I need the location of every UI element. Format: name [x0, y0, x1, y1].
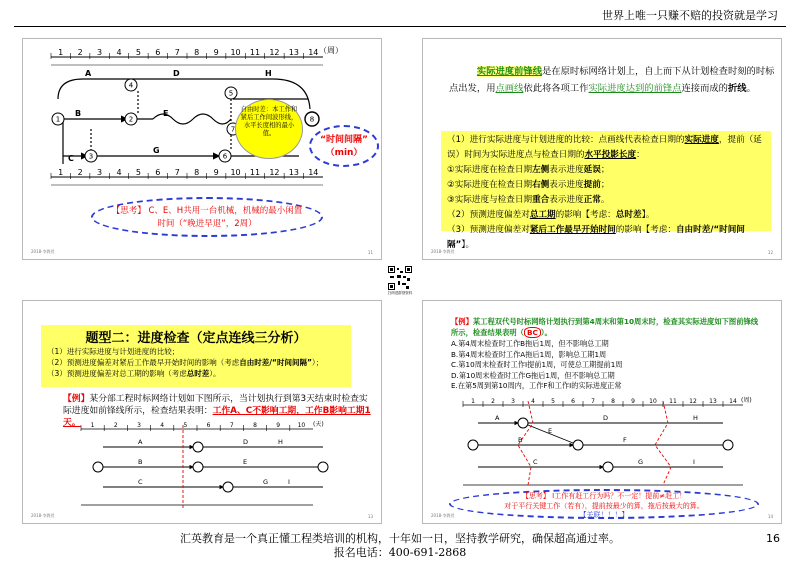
- slide2-page-number: 12: [767, 250, 773, 255]
- slide3-network-diagram: [23, 417, 381, 517]
- svg-text:5: 5: [228, 89, 234, 98]
- svg-text:8: 8: [309, 115, 315, 124]
- svg-text:B: B: [518, 436, 523, 444]
- svg-text:G: G: [153, 146, 160, 155]
- axis-tick-label: 3: [97, 168, 103, 177]
- slide3-item-2: （2）预测进度偏差对紧后工作最早开始时间的影响（考虑自由时差/“时间间隔”）；: [47, 358, 324, 367]
- slide2-yellow-box: [441, 131, 771, 250]
- svg-text:7: 7: [230, 125, 236, 134]
- slide3-title-box: [41, 325, 351, 387]
- slide3-example: 【例】某分部工程时标网络计划如下图所示，当计划执行到第3天结束时检查实际进度如前锋线所示，检查结果表明：工作A、C不影响工期，工作B影响工期1天。: [63, 394, 371, 428]
- min-label: （min）: [325, 148, 363, 158]
- axis-tick-label: 9: [276, 422, 281, 429]
- slide2-intro: 实际进度前锋线是在原时标网络计划上，自上而下从计划检查时刻的时标点出发，用点画线依此将各项工作实际进度达到的前锋点连接而成的折线。: [449, 66, 775, 94]
- axis-tick-label: 8: [194, 168, 200, 177]
- svg-text:C: C: [68, 154, 74, 163]
- axis-tick-label: 10: [649, 398, 657, 405]
- axis-tick-label: 4: [116, 168, 122, 177]
- slide1-axis-unit: （周）: [319, 46, 343, 55]
- svg-text:G: G: [263, 478, 269, 486]
- qr-code: [388, 266, 412, 290]
- slide2-footer-author: 2018·李教授: [431, 249, 455, 254]
- footer-phone: 报名电话：400-691-2868: [333, 546, 467, 559]
- axis-tick-label: 4: [116, 48, 122, 57]
- slide1-bottom-axis: [51, 168, 323, 185]
- svg-text:D: D: [173, 69, 180, 78]
- option-c: C.第10周末检查时工作I提前1周，可使总工期提前1周: [451, 360, 623, 369]
- svg-text:E: E: [548, 427, 553, 435]
- slide4-axis-unit: (周): [741, 397, 752, 404]
- axis-tick-label: 11: [249, 48, 261, 57]
- axis-tick-label: 3: [511, 398, 515, 405]
- svg-text:A: A: [85, 69, 92, 78]
- slide3-item-3: （3）预测进度偏差对总工期的影响（考虑总时差）。: [47, 369, 221, 378]
- slide-4: [422, 300, 782, 524]
- axis-tick-label: 6: [206, 422, 211, 429]
- kw-frontpoint: 实际进度达到的前锋点: [588, 83, 682, 94]
- svg-text:3: 3: [88, 152, 94, 161]
- slide1-page-number: 11: [367, 250, 373, 255]
- slide3-footer-author: 2018·李教授: [31, 513, 55, 518]
- axis-tick-label: 13: [288, 168, 299, 177]
- option-b: B.第4周末检查时工作A拖后1周，影响总工期1周: [451, 349, 607, 359]
- axis-tick-label: 13: [709, 398, 717, 405]
- axis-tick-label: 1: [471, 398, 475, 405]
- axis-tick-label: 1: [58, 168, 64, 177]
- point-1: （1）进行实际进度与计划进度的比较：点画线代表检查日期的实际进度，提前（延误）时间为实际进度点与检查日期的水平投影长度：: [447, 135, 762, 160]
- time-interval-label: “时间间隔”: [320, 135, 368, 145]
- axis-tick-label: 5: [183, 422, 188, 429]
- axis-tick-label: 10: [230, 48, 241, 57]
- case-3: ③实际进度与检查日期重合表示进度正常。: [447, 195, 610, 205]
- qr-caption: 扫码进群领资料: [387, 291, 413, 295]
- axis-tick-label: 9: [213, 48, 219, 57]
- axis-tick-label: 3: [137, 422, 141, 429]
- svg-text:4: 4: [128, 81, 134, 90]
- axis-tick-label: 13: [288, 48, 299, 57]
- svg-text:G: G: [638, 458, 644, 466]
- slide4-think-bubble: 【思考】 I工作有赶工行为吗？不一定！提前≠赶工！ 对于平行关键工作（若有），提前按最少的算，拖后按最大的算。 【关联！！！】: [449, 489, 759, 519]
- svg-text:E: E: [243, 458, 248, 466]
- option-e: E.在第5周到第10周内，工作F和工作I的实际进度正常: [451, 381, 622, 390]
- svg-text:1: 1: [55, 115, 61, 124]
- axis-tick-label: 3: [97, 48, 103, 57]
- axis-tick-label: 6: [571, 398, 575, 405]
- svg-text:H: H: [278, 438, 283, 446]
- page-number: 16: [766, 532, 780, 545]
- axis-tick-label: 12: [689, 398, 697, 405]
- axis-tick-label: 8: [194, 48, 200, 57]
- slide3-title: 题型二：进度检查（定点连线三分析）: [85, 331, 307, 346]
- slide3-item-1: （1）进行实际进度与计划进度的比较；: [47, 347, 180, 356]
- slide1-think-bubble: 【思考】 C、E、H共用一台机械，机械的最小闲置时间（“晚进早退”，2周）: [91, 197, 323, 237]
- footer-line-1: 汇英教育是一个真正懂工程类培训的机构，十年如一日，坚持教学研究，确保超高通过率。: [180, 532, 620, 545]
- svg-text:H: H: [265, 69, 272, 78]
- axis-tick-label: 10: [230, 168, 241, 177]
- axis-tick-label: 12: [269, 168, 280, 177]
- axis-tick-label: 9: [631, 398, 635, 405]
- axis-tick-label: 6: [155, 168, 161, 177]
- slide-2: [422, 38, 782, 260]
- point-2: （2）预测进度偏差对总工期的影响【考虑：总时差】。: [447, 210, 655, 220]
- svg-text:A: A: [138, 438, 143, 446]
- axis-tick-label: 14: [729, 398, 737, 405]
- svg-text:C: C: [533, 458, 538, 466]
- axis-tick-label: 14: [308, 168, 319, 177]
- svg-text:6: 6: [222, 152, 228, 161]
- slide3-page-number: 13: [367, 514, 373, 519]
- svg-text:H: H: [693, 414, 698, 422]
- axis-tick-label: 11: [249, 168, 261, 177]
- option-a: A.第4周末检查时工作B拖后1周，但不影响总工期: [451, 339, 609, 348]
- axis-tick-label: 2: [491, 398, 495, 405]
- kw-frontline: 实际进度前锋线: [476, 66, 542, 77]
- axis-tick-label: 5: [551, 398, 555, 405]
- svg-text:B: B: [75, 109, 82, 118]
- free-float-callout: 自由时差：本工作和紧后工作间波形线，水平长度相的最小值。: [235, 99, 303, 159]
- slide-3: [22, 300, 382, 524]
- slide4-options: [451, 339, 761, 392]
- svg-text:F: F: [623, 436, 627, 444]
- axis-tick-label: 4: [160, 422, 165, 429]
- kw-dotline: 点画线: [495, 83, 524, 94]
- axis-tick-label: 9: [213, 168, 219, 177]
- slide4-example: 【例】某工程双代号时标网络计划执行到第4周末和第10周末时，检查其实际进度如下图前锋线所示，检查结果表明（ BC ）。: [451, 317, 759, 337]
- svg-text:I: I: [288, 478, 290, 486]
- axis-tick-label: 7: [174, 168, 180, 177]
- slide4-answer: BC: [524, 327, 541, 338]
- svg-text:B: B: [138, 458, 143, 466]
- axis-tick-label: 6: [155, 48, 161, 57]
- axis-tick-label: 8: [253, 422, 257, 429]
- svg-text:C: C: [138, 478, 143, 486]
- axis-tick-label: 2: [77, 168, 83, 177]
- slide-1: [22, 38, 382, 260]
- axis-tick-label: 4: [531, 398, 535, 405]
- axis-tick-label: 10: [297, 422, 306, 429]
- axis-tick-label: 14: [308, 48, 319, 57]
- point-3: （3）预测进度偏差对紧后工作最早开始时间的影响【考虑：自由时差/“时间间隔”】。: [447, 225, 745, 250]
- header-rule: [14, 26, 786, 27]
- axis-tick-label: 2: [113, 422, 118, 429]
- axis-tick-label: 1: [90, 422, 95, 429]
- svg-text:2: 2: [128, 115, 134, 124]
- axis-tick-label: 2: [77, 48, 83, 57]
- header-slogan: 世界上唯一只赚不赔的投资就是学习: [602, 9, 778, 22]
- slide3-axis-unit: (天): [313, 421, 324, 428]
- axis-tick-label: 8: [611, 398, 615, 405]
- slide4-page-number: 14: [767, 514, 773, 519]
- axis-tick-label: 7: [591, 398, 595, 405]
- case-2: ②实际进度在检查日期右侧表示进度提前；: [447, 180, 610, 190]
- svg-text:A: A: [495, 414, 500, 422]
- axis-tick-label: 5: [135, 48, 141, 57]
- axis-tick-label: 7: [174, 48, 180, 57]
- slide1-top-axis: [51, 46, 343, 65]
- axis-tick-label: 1: [58, 48, 64, 57]
- axis-tick-label: 7: [229, 422, 234, 429]
- svg-text:I: I: [693, 458, 695, 466]
- axis-tick-label: 5: [135, 168, 141, 177]
- case-1: ①实际进度在检查日期左侧表示进度延误；: [447, 165, 610, 175]
- slide4-network-diagram: [423, 393, 781, 493]
- slide4-footer-author: 2018·李教授: [431, 513, 455, 518]
- svg-text:D: D: [243, 438, 249, 446]
- svg-text:D: D: [603, 414, 609, 422]
- slide1-footer-author: 2018·李教授: [31, 249, 55, 254]
- slide3-answer: 工作A、C不影响工期，工作B影响工期1天。: [63, 406, 371, 428]
- option-d: D.第10周末检查时工作G拖后1周，但不影响总工期: [451, 370, 615, 380]
- time-interval-bubble: [309, 125, 379, 167]
- svg-text:E: E: [163, 109, 169, 118]
- axis-tick-label: 12: [269, 48, 280, 57]
- axis-tick-label: 11: [669, 398, 677, 405]
